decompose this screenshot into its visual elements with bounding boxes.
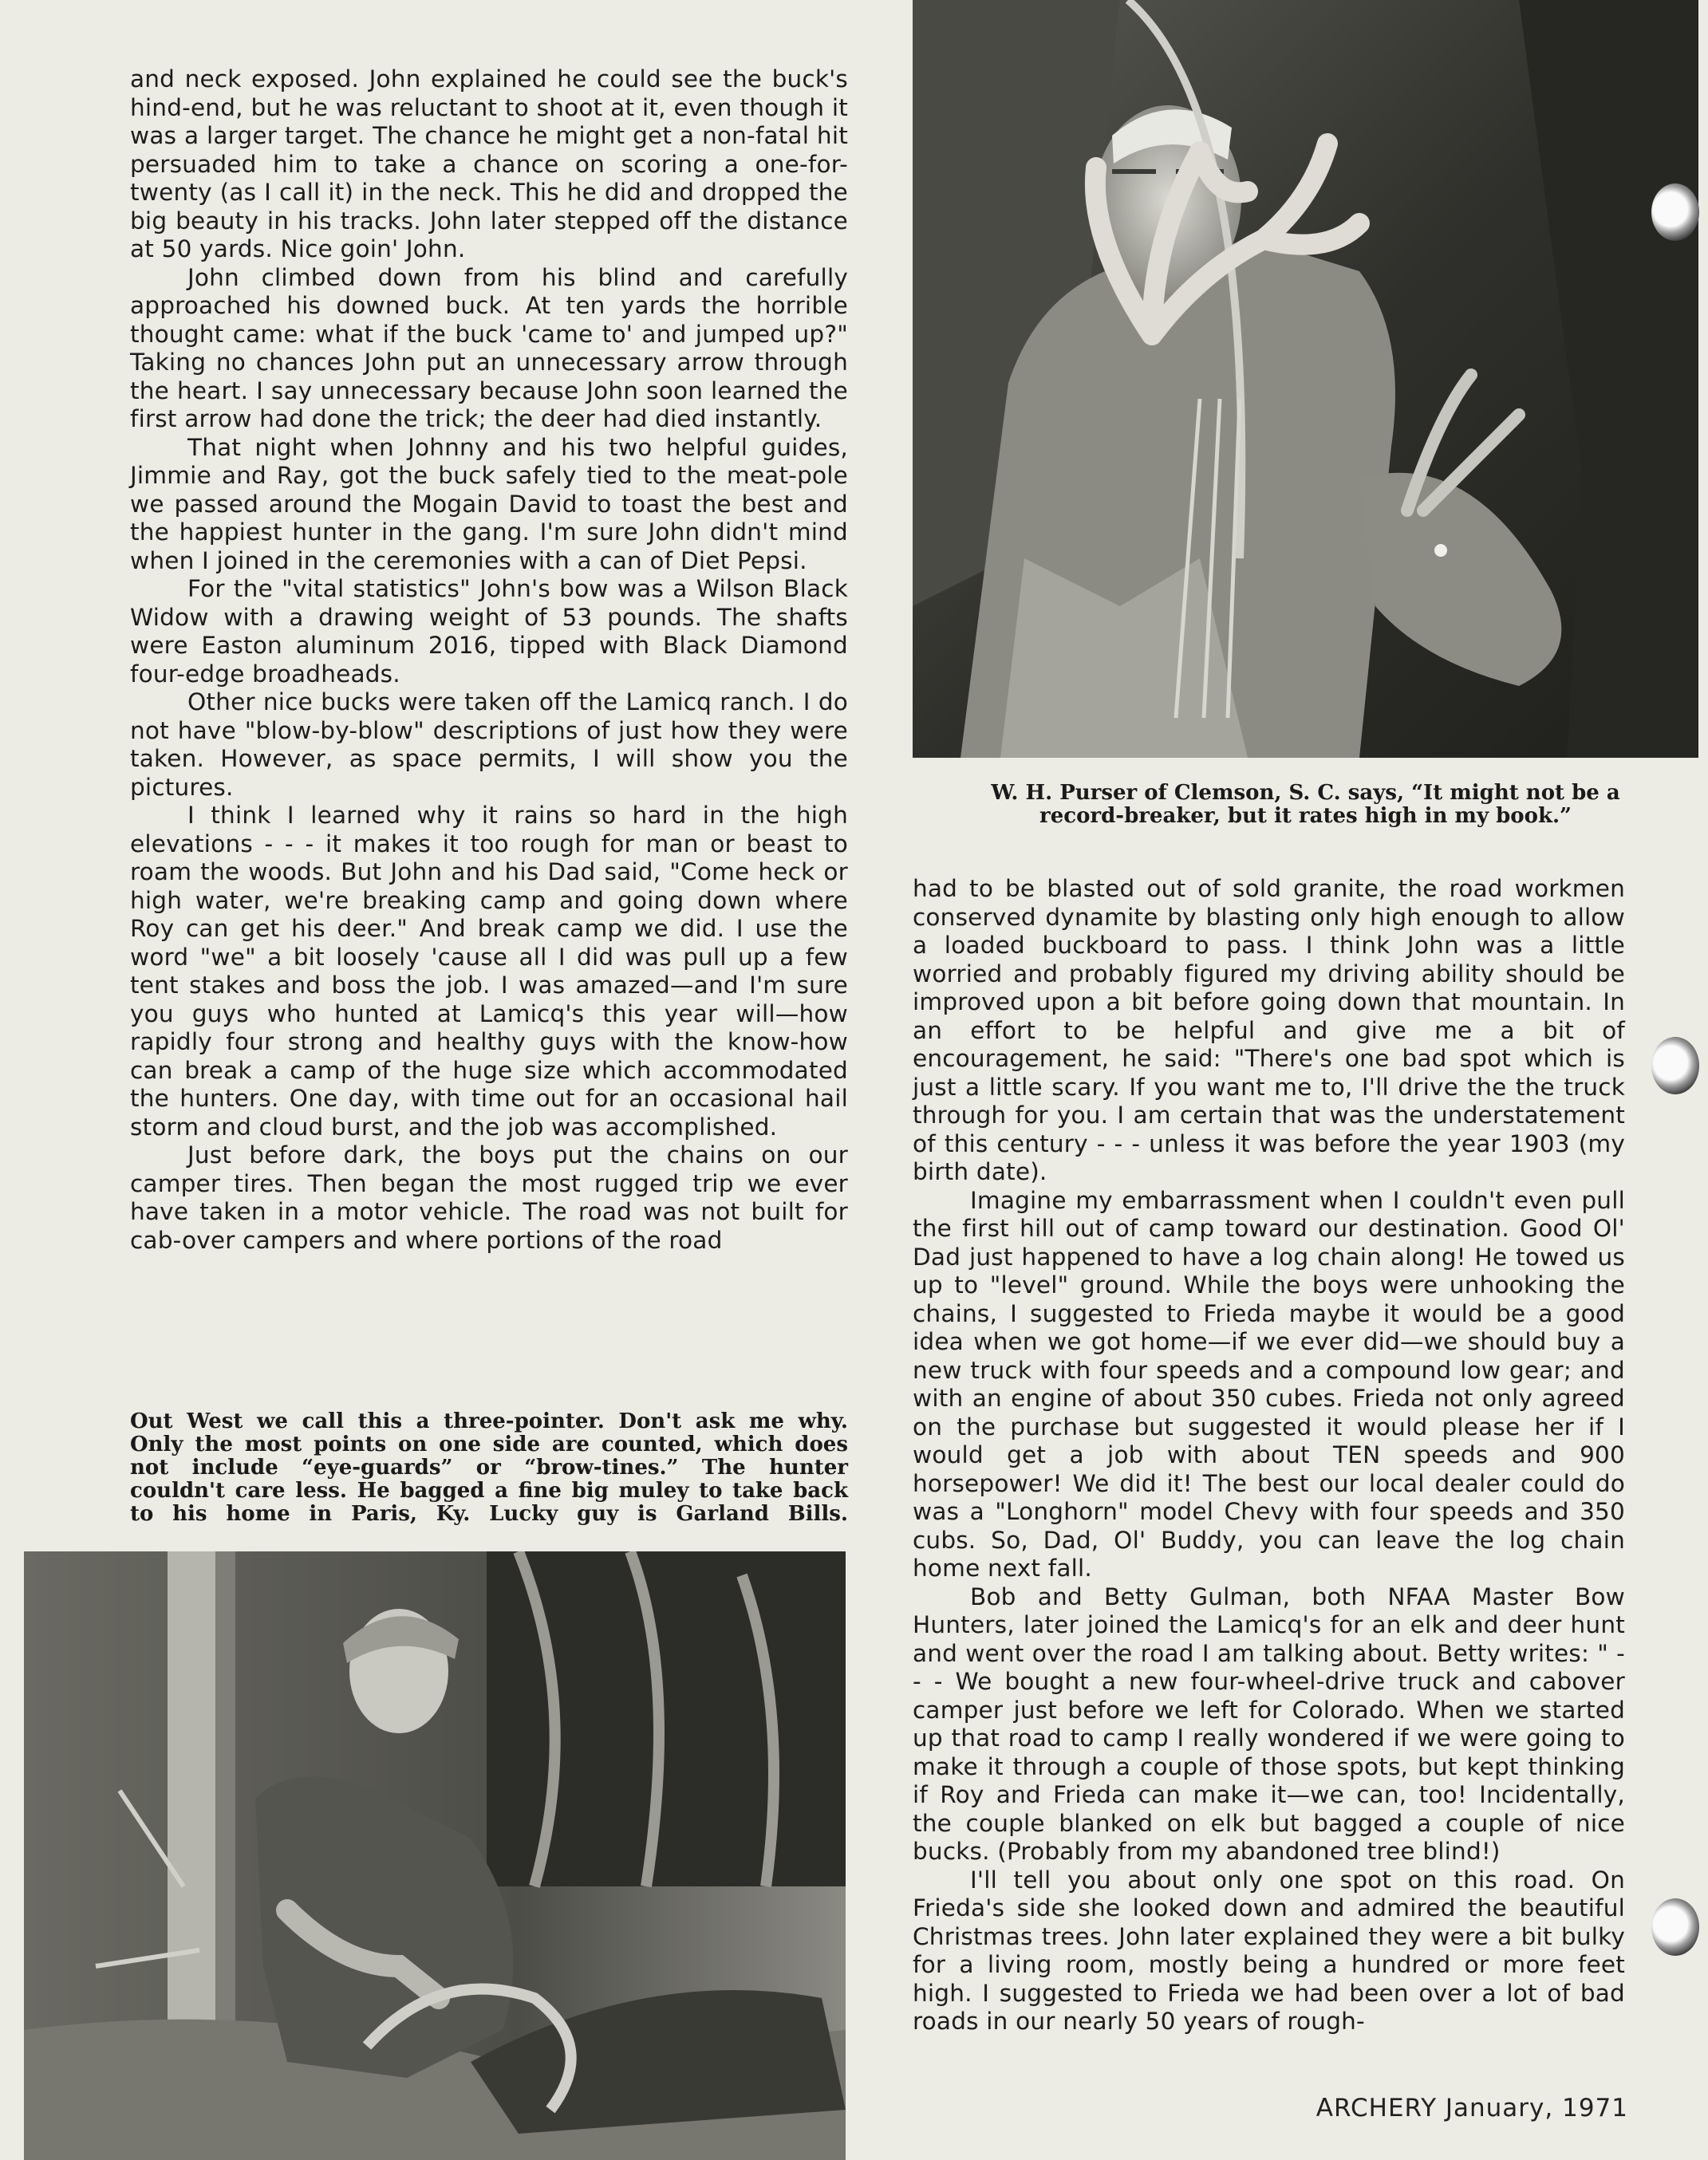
right-column-paragraph: I'll tell you about only one spot on this road. On Frieda's side she looked down and admired the beautiful Christmas trees. John later explained they were a bit bulky for a living room, mostly being a hundred or more feet high. I suggested to Frieda we had been over a lot of bad roads in our nearly 50 years of rough-: [913, 1866, 1625, 2035]
binder-hole-middle: [1651, 1037, 1699, 1094]
right-column-paragraph: Imagine my embarrassment when I couldn't even pull the first hill out of camp toward our destination. Good Ol' Dad just happened to have a log chain along! He towed us up to "level" ground. While the boys were unhooking the chains, I suggested to Frieda maybe it would be a good idea when we got home—if we ever did—we should buy a new truck with four speeds and a compound low gear; and with an engine of about 350 cubes. Frieda not only agreed on the purchase but suggested it would please her if I would get a job with about TEN speeds and 900 horsepower! We did it! The best our local dealer could do was a "Longhorn" model Chevy with four speeds and 350 cubs. So, Dad, Ol' Buddy, you can leave the log chain home next fall.: [913, 1186, 1625, 1582]
caption-top-line-2: record-breaker, but it rates high in my book.”: [1039, 804, 1572, 828]
caption-top-line-1: W. H. Purser of Clemson, S. C. says, “It might not be a: [991, 781, 1620, 805]
left-text-column: [130, 65, 848, 1255]
right-text-column: [913, 875, 1625, 2036]
photo-hunter-with-buck: [913, 0, 1698, 758]
photo-hunter-garland-bills: [24, 1551, 846, 2160]
left-column-paragraph: Just before dark, the boys put the chains on our camper tires. Then began the most rugged trip we ever have taken in a motor vehicle. The road was not built for cab-over campers and where portions of the road: [130, 1141, 848, 1254]
right-column-paragraph: Bob and Betty Gulman, both NFAA Master Bow Hunters, later joined the Lamicq's for an elk and deer hunt and went over the road I am talking about. Betty writes: " - - - We bought a new four-wheel-drive truck and cabover camper just before we left for Colorado. When we started up that road to camp I really wondered if we were going to make it through a couple of those spots, but kept thinking if Roy and Frieda can make it—we can, too! Incidentally, the couple blanked on elk but bagged a couple of nice bucks. (Probably from my abandoned tree blind!): [913, 1583, 1625, 1865]
left-column-paragraph: John climbed down from his blind and carefully approached his downed buck. At ten yards the horrible thought came: what if the buck 'came to' and jumped up?" Taking no chances John put an unnecessary arrow through the heart. I say unnecessary because John soon learned the first arrow had done the trick; the deer had died instantly.: [130, 263, 848, 432]
caption-bottom-line-1: Out West we call this a three-pointer. Don't ask me why.: [130, 1409, 848, 1433]
left-column-paragraph: I think I learned why it rains so hard in the high elevations - - - it makes it too rough for man or beast to roam the woods. But John and his Dad said, "Come heck or high water, we're breaking camp and going down where Roy can get his deer." And break camp we did. I use the word "we" a bit loosely 'cause all I did was pull up a few tent stakes and boss the job. I was amazed—and I'm sure you guys who hunted at Lamicq's this year will—how rapidly four strong and healthy guys with the know-how can break a camp of the huge size which accommodated the hunters. One day, with time out for an occasional hail storm and cloud burst, and the job was accomplished.: [130, 802, 848, 1141]
binder-hole-top: [1651, 183, 1699, 241]
right-column-paragraph: had to be blasted out of sold granite, the road workmen conserved dynamite by blasting only high enough to allow a loaded buckboard to pass. I think John was a little worried and probably figured my driving ability should be improved upon a bit before going down that mountain. In an effort to be helpful and give me a bit of encouragement, he said: "There's one bad spot which is just a little scary. If you want me to, I'll drive the the truck through for you. I am certain that was the understatement of this century - - - unless it was before the year 1903 (my birth date).: [913, 875, 1625, 1185]
caption-bottom-line-2: Only the most points on one side are counted, which does: [130, 1433, 848, 1456]
left-column-paragraph: Other nice bucks were taken off the Lamicq ranch. I do not have "blow-by-blow" descriptions of just how they were taken. However, as space permits, I will show you the pictures.: [130, 688, 848, 801]
photo-hunter-with-buck-image: [913, 0, 1698, 758]
page-footer: ARCHERY January, 1971: [1316, 2094, 1628, 2123]
left-column-paragraph: For the "vital statistics" John's bow was a Wilson Black Widow with a drawing weight of 53 pounds. The shafts were Easton aluminum 2016, tipped with Black Diamond four-edge broadheads.: [130, 575, 848, 688]
caption-bottom-line-3: not include “eye-guards” or “brow-tines.” The hunter: [130, 1456, 848, 1480]
caption-bottom-photo: [130, 1410, 848, 1526]
photo-hunter-garland-bills-image: [24, 1551, 846, 2160]
left-column-paragraph: and neck exposed. John explained he could see the buck's hind-end, but he was reluctant to shoot at it, even though it was a larger target. The chance he might get a non-fatal hit persuaded him to take a chance on scoring a one-for-twenty (as I call it) in the neck. This he did and dropped the big beauty in his tracks. John later stepped off the distance at 50 yards. Nice goin' John.: [130, 65, 848, 262]
caption-top-photo: [913, 782, 1698, 828]
caption-bottom-line-4: couldn't care less. He bagged a fine big muley to take back: [130, 1479, 848, 1503]
left-column-paragraph: That night when Johnny and his two helpful guides, Jimmie and Ray, got the buck safely tied to the meat-pole we passed around the Mogain David to toast the best and the happiest hunter in the gang. I'm sure John didn't mind when I joined in the ceremonies with a can of Diet Pepsi.: [130, 433, 848, 574]
binder-hole-bottom: [1651, 1898, 1699, 1956]
caption-bottom-line-5: to his home in Paris, Ky. Lucky guy is Garland Bills.: [130, 1502, 848, 1526]
